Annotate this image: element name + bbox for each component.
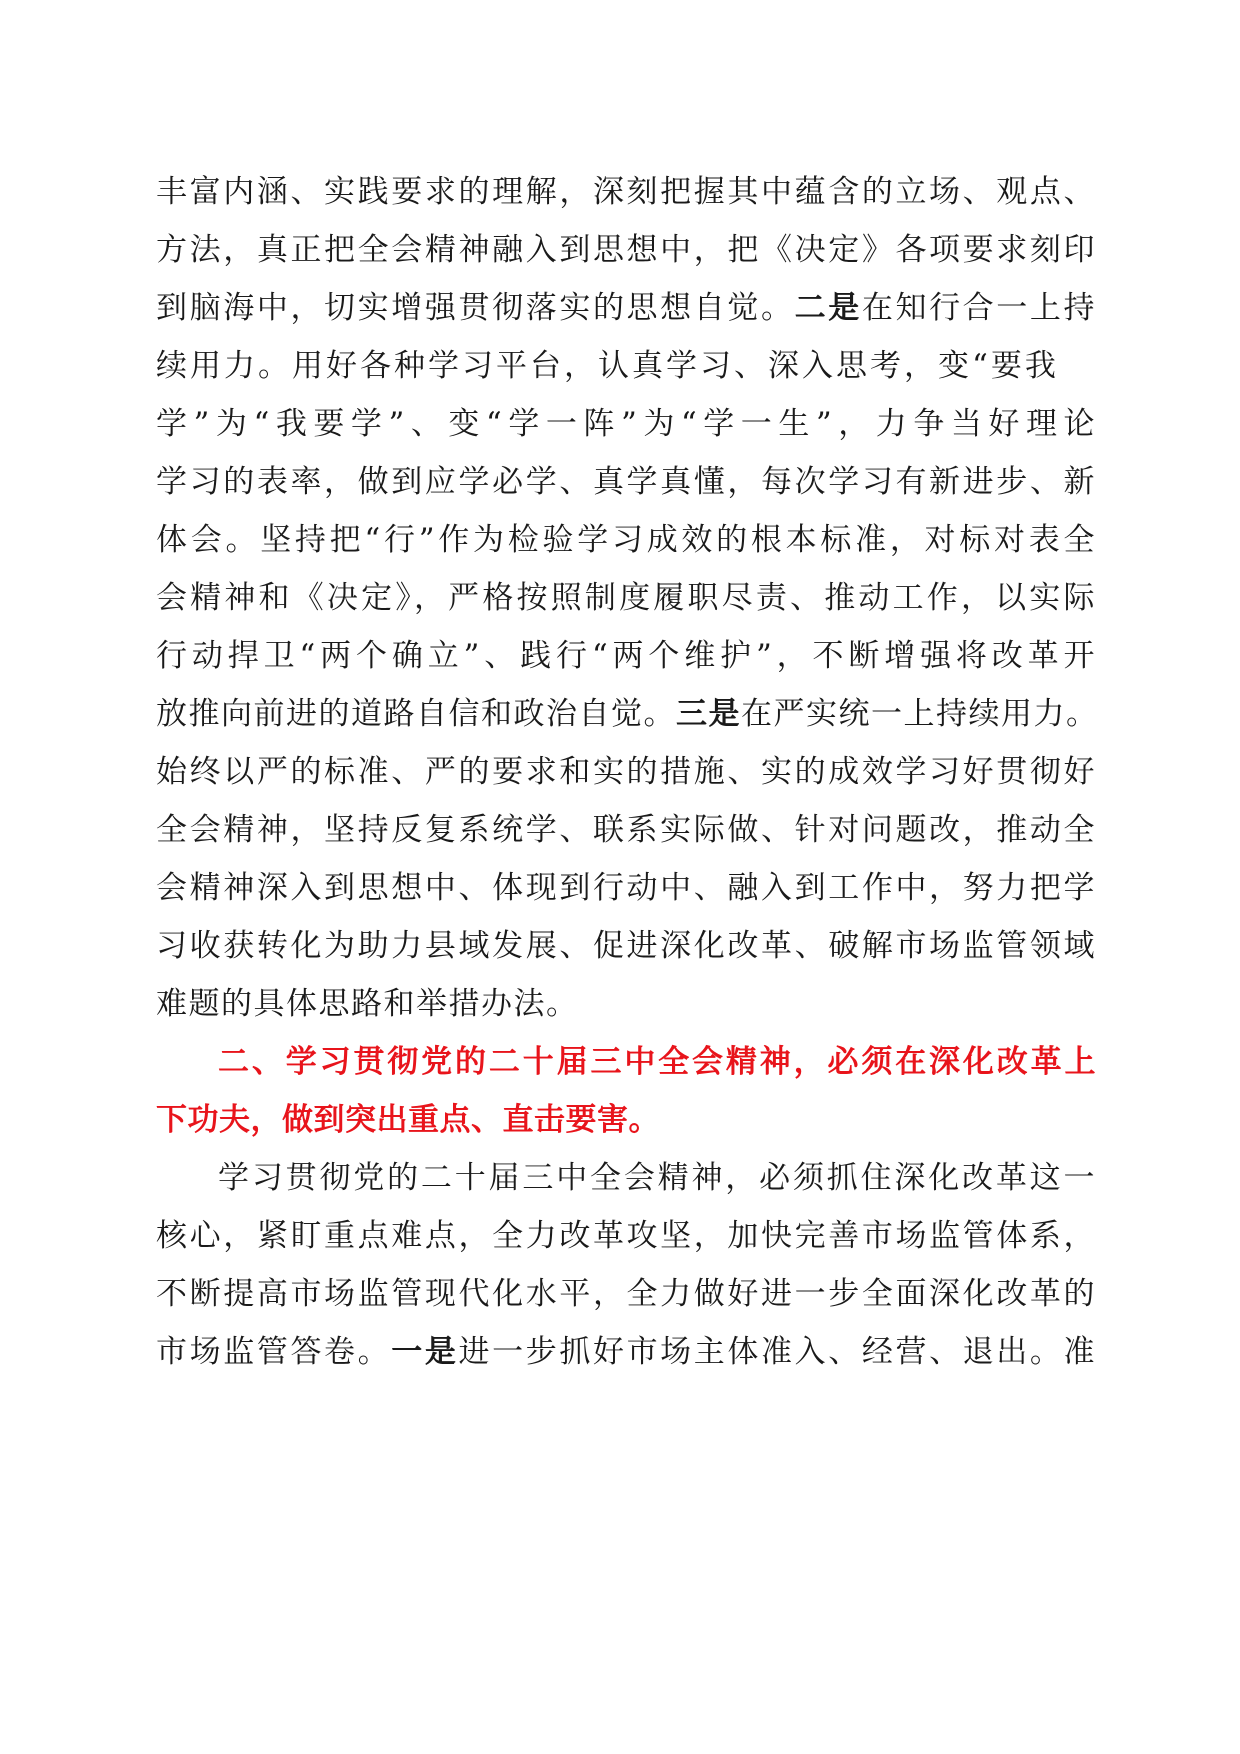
paragraph-line: 续用力。用好各种学习平台，认真学习、深入思考，变“要我	[156, 348, 1059, 384]
paragraph-line: 丰富内涵、实践要求的理解，深刻把握其中蕴含的立场、观点、	[156, 174, 1096, 210]
section-heading-line: 下功夫，做到突出重点、直击要害。	[156, 1102, 660, 1138]
paragraph-line: 体会。坚持把“行”作为检验学习成效的根本标准，对标对表全	[156, 522, 1096, 558]
text-run: 在严实统一上持续用力。	[741, 696, 1099, 732]
paragraph-line	[156, 283, 1096, 333]
paragraph-line: 全会精神，坚持反复系统学、联系实际做、针对问题改，推动全	[156, 812, 1096, 848]
paragraph-line: 方法，真正把全会精神融入到思想中，把《决定》各项要求刻印	[156, 232, 1096, 268]
text-run: 市场监管答卷。	[156, 1334, 392, 1370]
paragraph-line: 始终以严的标准、严的要求和实的措施、实的成效学习好贯彻好	[156, 754, 1096, 790]
paragraph-line: 习收获转化为助力县域发展、促进深化改革、破解市场监管领域	[156, 928, 1096, 964]
paragraph-line	[156, 689, 1099, 739]
paragraph-line: 不断提高市场监管现代化水平，全力做好进一步全面深化改革的	[156, 1276, 1096, 1312]
text-run: 到脑海中，切实增强贯彻落实的思想自觉。	[156, 290, 795, 326]
paragraph-line: 会精神和《决定》，严格按照制度履职尽责、推动工作，以实际	[156, 580, 1096, 616]
text-run: 在知行合一上持	[861, 290, 1097, 326]
section-heading-line: 二、学习贯彻党的二十届三中全会精神，必须在深化改革上	[218, 1044, 1096, 1080]
paragraph-line: 学习贯彻党的二十届三中全会精神，必须抓住深化改革这一	[218, 1160, 1096, 1196]
paragraph-line: 难题的具体思路和举措办法。	[156, 986, 579, 1022]
text-run: 进一步抓好市场主体准入、经营、退出。准	[458, 1334, 1097, 1370]
bold-enumerator: 三是	[676, 696, 741, 732]
paragraph-line: 核心，紧盯重点难点，全力改革攻坚，加快完善市场监管体系，	[156, 1218, 1096, 1254]
paragraph-line	[156, 1327, 1096, 1377]
paragraph-line: 会精神深入到思想中、体现到行动中、融入到工作中，努力把学	[156, 870, 1096, 906]
bold-enumerator: 二是	[794, 290, 862, 326]
bold-enumerator: 一是	[391, 1334, 459, 1370]
paragraph-line: 行动捍卫“两个确立”、践行“两个维护”，不断增强将改革开	[156, 638, 1096, 674]
paragraph-line: 学习的表率，做到应学必学、真学真懂，每次学习有新进步、新	[156, 464, 1096, 500]
text-run: 放推向前进的道路自信和政治自觉。	[156, 696, 676, 732]
paragraph-line: 学”为“我要学”、变“学一阵”为“学一生”，力争当好理论	[156, 406, 1096, 442]
